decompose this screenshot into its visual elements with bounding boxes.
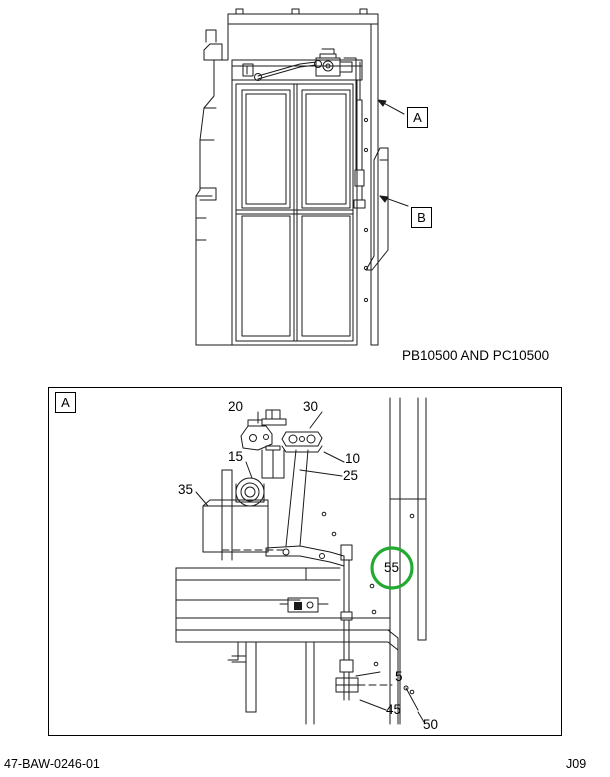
sheet-code: J09 — [566, 757, 587, 771]
drawing-number: 47-BAW-0246-01 — [4, 757, 100, 771]
part-label-25: 25 — [343, 468, 359, 483]
part-label-15: 15 — [228, 449, 244, 464]
part-label-30: 30 — [303, 399, 319, 414]
part-label-5: 5 — [395, 669, 403, 684]
detail-tag-label: A — [61, 395, 70, 410]
part-label-55: 55 — [384, 560, 400, 575]
part-label-50: 50 — [423, 717, 439, 732]
part-label-10: 10 — [345, 451, 361, 466]
callout-a-label: A — [413, 110, 422, 125]
part-label-45: 45 — [386, 702, 402, 717]
part-label-35: 35 — [178, 482, 194, 497]
part-label-20: 20 — [228, 399, 244, 414]
callout-b-label: B — [417, 210, 426, 225]
top-view-caption: PB10500 AND PC10500 — [402, 348, 550, 363]
